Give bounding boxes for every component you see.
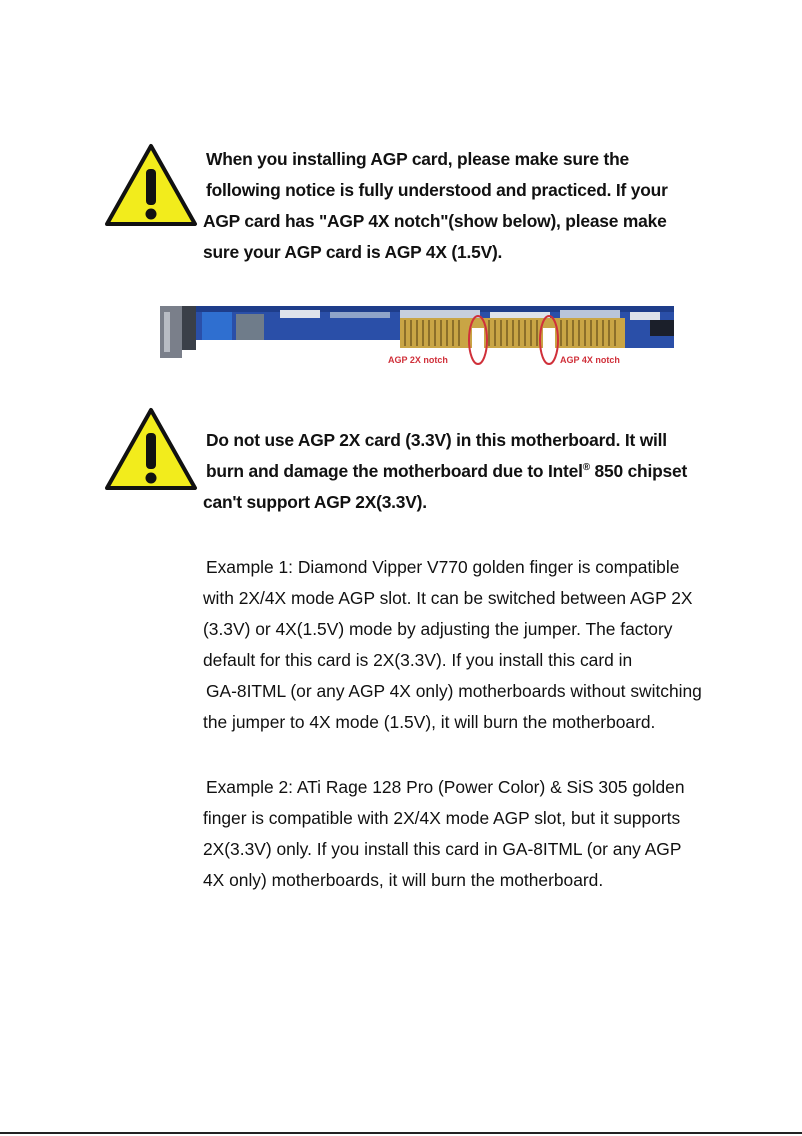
notice-line: AGP card has "AGP 4X notch"(show below), please make (203, 211, 667, 231)
example-line: Example 1: Diamond Vipper V770 golden finger is compatible (206, 557, 680, 577)
example-1 (203, 552, 723, 738)
footer-divider (0, 1132, 802, 1134)
example-line: GA-8ITML (or any AGP 4X only) motherboards without switching (206, 681, 702, 701)
example-line: Example 2: ATi Rage 128 Pro (Power Color) & SiS 305 golden (206, 777, 685, 797)
registered-mark: ® (582, 462, 590, 474)
example-line: with 2X/4X mode AGP slot. It can be switched between AGP 2X (203, 588, 693, 608)
example-line: the jumper to 4X mode (1.5V), it will burn the motherboard. (203, 712, 656, 732)
notice-line (203, 456, 723, 487)
example-line: 4X only) motherboards, it will burn the motherboard. (203, 870, 604, 890)
agp-4x-notch-label: AGP 4X notch (560, 355, 620, 365)
notice-text: 850 chipset (589, 461, 688, 481)
example-line: (3.3V) or 4X(1.5V) mode by adjusting the jumper. The factory (203, 619, 673, 639)
example-line: finger is compatible with 2X/4X mode AGP slot, but it supports (203, 808, 681, 828)
warning-icon (104, 143, 198, 227)
notice-line: can't support AGP 2X(3.3V). (203, 492, 427, 512)
notice-line: sure your AGP card is AGP 4X (1.5V). (203, 242, 503, 262)
warning-icon (104, 407, 198, 491)
example-line: default for this card is 2X(3.3V). If you install this card in (203, 650, 633, 670)
example-line: 2X(3.3V) only. If you install this card in GA-8ITML (or any AGP (203, 839, 682, 859)
agp-2x-notch-label: AGP 2X notch (388, 355, 448, 365)
example-2 (203, 772, 723, 896)
notice-line: following notice is fully understood and practiced. If your (206, 180, 668, 200)
notice-agp-2x (203, 425, 723, 518)
notice-agp-4x (203, 144, 723, 268)
notice-line: Do not use AGP 2X card (3.3V) in this motherboard. It will (206, 430, 667, 450)
notice-line: When you installing AGP card, please make sure the (206, 149, 629, 169)
notice-text: burn and damage the motherboard due to Intel (206, 461, 583, 481)
